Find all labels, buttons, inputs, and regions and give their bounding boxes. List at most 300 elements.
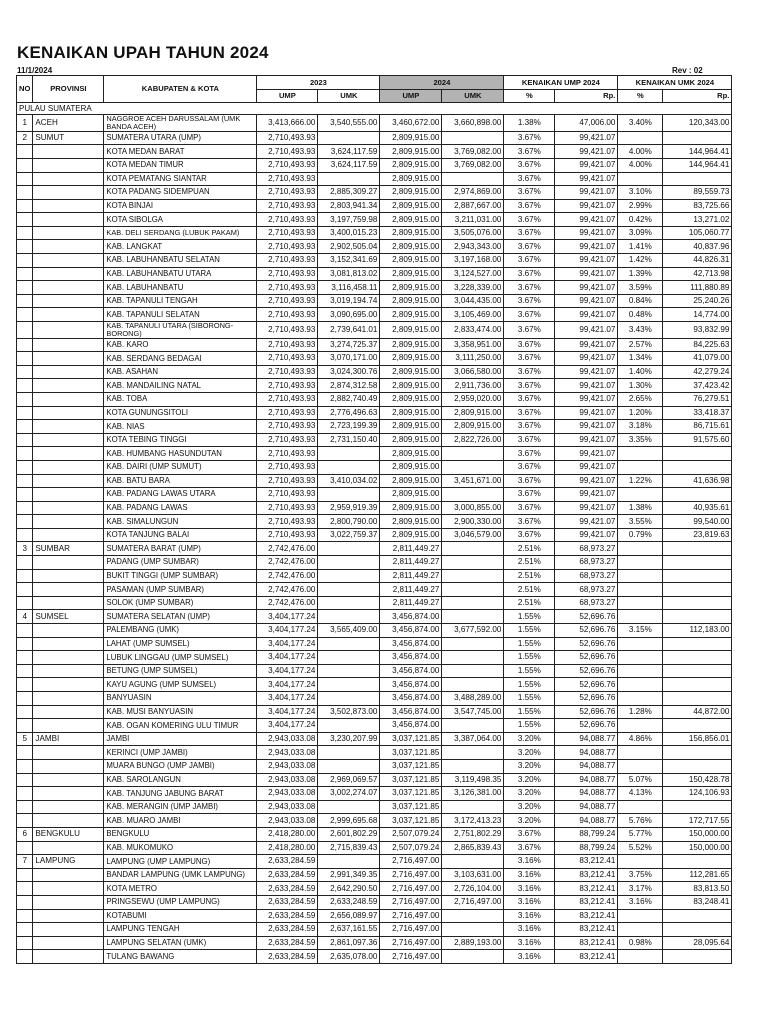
ump-2024-cell: 2,809,915.00 bbox=[380, 447, 442, 461]
table-row bbox=[17, 909, 732, 923]
ump-2023-cell: 2,633,284.59 bbox=[257, 895, 318, 909]
ump-2024-cell: 2,809,915.00 bbox=[380, 226, 442, 240]
row-number bbox=[17, 226, 33, 240]
ump-increase-pct-cell: 3.67% bbox=[504, 294, 555, 308]
table-row bbox=[17, 692, 732, 706]
ump-increase-rp-cell: 99,421.07 bbox=[555, 406, 618, 420]
ump-2023-cell: 2,710,493.93 bbox=[257, 294, 318, 308]
row-number bbox=[17, 199, 33, 213]
kabupaten-cell: NAGGROE ACEH DARUSSALAM (UMK BANDA ACEH) bbox=[104, 115, 257, 132]
ump-2023-cell: 2,710,493.93 bbox=[257, 199, 318, 213]
umk-increase-pct-cell: 4.13% bbox=[618, 787, 663, 801]
ump-2024-cell: 3,037,121.85 bbox=[380, 746, 442, 760]
umk-2023-cell: 2,959,919.39 bbox=[318, 501, 380, 515]
provinsi-cell bbox=[33, 501, 104, 515]
table-row bbox=[17, 868, 732, 882]
umk-2023-cell bbox=[318, 637, 380, 651]
kabupaten-cell: PRINGSEWU (UMP LAMPUNG) bbox=[104, 895, 257, 909]
umk-increase-rp-cell: 76,279.51 bbox=[663, 392, 732, 406]
umk-increase-pct-cell: 1.42% bbox=[618, 254, 663, 268]
umk-2024-cell: 3,769,082.00 bbox=[442, 145, 504, 159]
umk-2024-cell bbox=[442, 542, 504, 556]
ump-increase-pct-cell: 3.67% bbox=[504, 131, 555, 145]
kabupaten-cell: KOTA BINJAI bbox=[104, 199, 257, 213]
kabupaten-cell: BANYUASIN bbox=[104, 692, 257, 706]
row-number bbox=[17, 474, 33, 488]
ump-2024-cell: 2,809,915.00 bbox=[380, 131, 442, 145]
umk-2024-cell bbox=[442, 909, 504, 923]
provinsi-cell bbox=[33, 637, 104, 651]
provinsi-cell bbox=[33, 705, 104, 719]
umk-2023-cell: 2,601,802.29 bbox=[318, 827, 380, 841]
ump-increase-rp-cell: 52,696.76 bbox=[555, 664, 618, 678]
row-number bbox=[17, 528, 33, 542]
ump-increase-rp-cell: 99,421.07 bbox=[555, 172, 618, 186]
provinsi-cell bbox=[33, 281, 104, 295]
row-number bbox=[17, 759, 33, 773]
ump-2023-cell: 2,633,284.59 bbox=[257, 936, 318, 950]
ump-2024-cell: 2,716,497.00 bbox=[380, 868, 442, 882]
umk-2024-cell: 3,387,064.00 bbox=[442, 732, 504, 746]
umk-increase-pct-cell bbox=[618, 542, 663, 556]
umk-2023-cell: 3,090,695.00 bbox=[318, 308, 380, 322]
umk-increase-pct-cell bbox=[618, 678, 663, 692]
header-row-top bbox=[17, 76, 732, 90]
ump-2023-cell: 2,943,033.08 bbox=[257, 759, 318, 773]
kabupaten-cell: LAMPUNG SELATAN (UMK) bbox=[104, 936, 257, 950]
ump-2024-cell: 2,507,079.24 bbox=[380, 827, 442, 841]
provinsi-cell bbox=[33, 692, 104, 706]
ump-increase-rp-cell: 99,421.07 bbox=[555, 338, 618, 352]
umk-increase-pct-cell: 3.40% bbox=[618, 115, 663, 132]
ump-increase-pct-cell: 3.67% bbox=[504, 488, 555, 502]
umk-increase-rp-cell: 144,964.41 bbox=[663, 145, 732, 159]
umk-2023-cell bbox=[318, 556, 380, 570]
provinsi-cell bbox=[33, 308, 104, 322]
umk-increase-rp-cell bbox=[663, 583, 732, 597]
ump-2024-cell: 3,460,672.00 bbox=[380, 115, 442, 132]
row-number: 1 bbox=[17, 115, 33, 132]
table-row bbox=[17, 172, 732, 186]
ump-2023-cell: 2,710,493.93 bbox=[257, 131, 318, 145]
row-number bbox=[17, 460, 33, 474]
table-row bbox=[17, 226, 732, 240]
ump-2024-cell: 3,037,121.85 bbox=[380, 787, 442, 801]
umk-increase-rp-cell bbox=[663, 719, 732, 733]
umk-increase-pct-cell: 5.77% bbox=[618, 827, 663, 841]
umk-2024-cell: 2,974,869.00 bbox=[442, 186, 504, 200]
ump-2024-cell: 2,809,915.00 bbox=[380, 158, 442, 172]
umk-increase-rp-cell: 150,000.00 bbox=[663, 827, 732, 841]
table-row bbox=[17, 583, 732, 597]
ump-2024-cell: 3,037,121.85 bbox=[380, 759, 442, 773]
table-row bbox=[17, 569, 732, 583]
provinsi-cell bbox=[33, 583, 104, 597]
umk-2023-cell: 2,803,941.34 bbox=[318, 199, 380, 213]
row-number bbox=[17, 281, 33, 295]
header-kabupaten: KABUPATEN & KOTA bbox=[104, 76, 257, 103]
ump-2023-cell: 2,710,493.93 bbox=[257, 308, 318, 322]
table-row bbox=[17, 882, 732, 896]
ump-increase-rp-cell: 99,421.07 bbox=[555, 365, 618, 379]
ump-increase-rp-cell: 99,421.07 bbox=[555, 447, 618, 461]
umk-2024-cell: 3,451,671.00 bbox=[442, 474, 504, 488]
kabupaten-cell: PALEMBANG (UMK) bbox=[104, 624, 257, 638]
kabupaten-cell: KAB. SAROLANGUN bbox=[104, 773, 257, 787]
kabupaten-cell: KOTA SIBOLGA bbox=[104, 213, 257, 227]
ump-2023-cell: 3,404,177.24 bbox=[257, 664, 318, 678]
table-row bbox=[17, 923, 732, 937]
ump-2024-cell: 3,456,874.00 bbox=[380, 637, 442, 651]
kabupaten-cell: KAB. ASAHAN bbox=[104, 365, 257, 379]
ump-2023-cell: 2,710,493.93 bbox=[257, 338, 318, 352]
ump-2024-cell: 2,716,497.00 bbox=[380, 855, 442, 869]
ump-2024-cell: 2,811,449.27 bbox=[380, 569, 442, 583]
ump-increase-pct-cell: 3.67% bbox=[504, 338, 555, 352]
row-number bbox=[17, 664, 33, 678]
ump-2023-cell: 3,413,666.00 bbox=[257, 115, 318, 132]
ump-increase-pct-cell: 3.67% bbox=[504, 158, 555, 172]
ump-increase-rp-cell: 52,696.76 bbox=[555, 692, 618, 706]
umk-increase-rp-cell bbox=[663, 923, 732, 937]
umk-2023-cell bbox=[318, 651, 380, 665]
umk-2024-cell: 2,865,839.43 bbox=[442, 841, 504, 855]
kabupaten-cell: KOTA MEDAN TIMUR bbox=[104, 158, 257, 172]
ump-increase-rp-cell: 99,421.07 bbox=[555, 460, 618, 474]
umk-2024-cell bbox=[442, 447, 504, 461]
table-row bbox=[17, 406, 732, 420]
umk-2023-cell bbox=[318, 855, 380, 869]
umk-increase-rp-cell: 33,418.37 bbox=[663, 406, 732, 420]
ump-2023-cell: 2,710,493.93 bbox=[257, 186, 318, 200]
umk-increase-pct-cell bbox=[618, 460, 663, 474]
kabupaten-cell: BENGKULU bbox=[104, 827, 257, 841]
row-number bbox=[17, 773, 33, 787]
umk-2024-cell: 3,046,579.00 bbox=[442, 528, 504, 542]
ump-2023-cell: 2,633,284.59 bbox=[257, 855, 318, 869]
ump-2023-cell: 2,710,493.93 bbox=[257, 281, 318, 295]
table-row bbox=[17, 637, 732, 651]
ump-increase-pct-cell: 3.67% bbox=[504, 515, 555, 529]
table-row bbox=[17, 542, 732, 556]
ump-2024-cell: 2,809,915.00 bbox=[380, 501, 442, 515]
ump-2024-cell: 2,809,915.00 bbox=[380, 213, 442, 227]
umk-2023-cell: 2,999,695.68 bbox=[318, 814, 380, 828]
kabupaten-cell: BANDAR LAMPUNG (UMK LAMPUNG) bbox=[104, 868, 257, 882]
ump-increase-rp-cell: 99,421.07 bbox=[555, 379, 618, 393]
umk-increase-pct-cell bbox=[618, 583, 663, 597]
umk-2024-cell: 3,358,951.00 bbox=[442, 338, 504, 352]
ump-2024-cell: 3,456,874.00 bbox=[380, 678, 442, 692]
ump-2023-cell: 2,710,493.93 bbox=[257, 145, 318, 159]
ump-2023-cell: 3,404,177.24 bbox=[257, 678, 318, 692]
ump-2024-cell: 2,716,497.00 bbox=[380, 882, 442, 896]
umk-increase-rp-cell bbox=[663, 569, 732, 583]
header-umk-pct: % bbox=[618, 89, 663, 103]
provinsi-cell: JAMBI bbox=[33, 732, 104, 746]
ump-increase-rp-cell: 94,088.77 bbox=[555, 787, 618, 801]
umk-2023-cell: 3,116,458.11 bbox=[318, 281, 380, 295]
row-number bbox=[17, 254, 33, 268]
ump-2024-cell: 3,037,121.85 bbox=[380, 773, 442, 787]
revision-label: Rev : 02 bbox=[672, 66, 703, 75]
ump-2023-cell: 2,943,033.08 bbox=[257, 814, 318, 828]
ump-increase-rp-cell: 83,212.41 bbox=[555, 936, 618, 950]
provinsi-cell bbox=[33, 352, 104, 366]
ump-increase-rp-cell: 99,421.07 bbox=[555, 322, 618, 339]
kabupaten-cell: KAB. SERDANG BEDAGAI bbox=[104, 352, 257, 366]
umk-2023-cell: 2,885,309.27 bbox=[318, 186, 380, 200]
umk-2023-cell bbox=[318, 746, 380, 760]
umk-2024-cell: 3,547,745.00 bbox=[442, 705, 504, 719]
header-2023: 2023 bbox=[257, 76, 380, 90]
umk-increase-pct-cell bbox=[618, 759, 663, 773]
kabupaten-cell: KAB. BATU BARA bbox=[104, 474, 257, 488]
kabupaten-cell: KAB. PADANG LAWAS bbox=[104, 501, 257, 515]
kabupaten-cell: KOTA GUNUNGSITOLI bbox=[104, 406, 257, 420]
kabupaten-cell: LUBUK LINGGAU (UMP SUMSEL) bbox=[104, 651, 257, 665]
provinsi-cell bbox=[33, 528, 104, 542]
table-row bbox=[17, 746, 732, 760]
ump-increase-pct-cell: 3.16% bbox=[504, 882, 555, 896]
row-number bbox=[17, 338, 33, 352]
row-number bbox=[17, 294, 33, 308]
header-ump-pct: % bbox=[504, 89, 555, 103]
ump-increase-rp-cell: 94,088.77 bbox=[555, 800, 618, 814]
umk-increase-rp-cell: 144,964.41 bbox=[663, 158, 732, 172]
umk-increase-pct-cell: 5.76% bbox=[618, 814, 663, 828]
row-number bbox=[17, 678, 33, 692]
umk-increase-rp-cell: 172,717.55 bbox=[663, 814, 732, 828]
ump-increase-rp-cell: 99,421.07 bbox=[555, 199, 618, 213]
umk-increase-pct-cell: 3.15% bbox=[618, 624, 663, 638]
ump-2023-cell: 2,710,493.93 bbox=[257, 433, 318, 447]
umk-increase-pct-cell: 3.75% bbox=[618, 868, 663, 882]
umk-increase-rp-cell: 44,826.31 bbox=[663, 254, 732, 268]
umk-2023-cell: 3,274,725.37 bbox=[318, 338, 380, 352]
ump-increase-rp-cell: 68,973.27 bbox=[555, 569, 618, 583]
umk-increase-rp-cell: 28,095.64 bbox=[663, 936, 732, 950]
ump-2024-cell: 3,037,121.85 bbox=[380, 814, 442, 828]
ump-increase-rp-cell: 99,421.07 bbox=[555, 254, 618, 268]
ump-2023-cell: 2,633,284.59 bbox=[257, 868, 318, 882]
umk-2023-cell: 2,882,740.49 bbox=[318, 392, 380, 406]
ump-2023-cell: 2,710,493.93 bbox=[257, 267, 318, 281]
ump-increase-rp-cell: 83,212.41 bbox=[555, 923, 618, 937]
header-2024: 2024 bbox=[380, 76, 504, 90]
umk-2023-cell bbox=[318, 596, 380, 610]
provinsi-cell bbox=[33, 199, 104, 213]
table-row bbox=[17, 732, 732, 746]
umk-2023-cell bbox=[318, 131, 380, 145]
ump-2024-cell: 2,716,497.00 bbox=[380, 895, 442, 909]
umk-increase-pct-cell bbox=[618, 746, 663, 760]
kabupaten-cell: KAB. NIAS bbox=[104, 420, 257, 434]
kabupaten-cell: KAB. TAPANULI SELATAN bbox=[104, 308, 257, 322]
table-row bbox=[17, 501, 732, 515]
ump-increase-rp-cell: 94,088.77 bbox=[555, 732, 618, 746]
ump-increase-pct-cell: 3.67% bbox=[504, 460, 555, 474]
umk-2023-cell: 3,019,194.74 bbox=[318, 294, 380, 308]
ump-increase-rp-cell: 99,421.07 bbox=[555, 213, 618, 227]
kabupaten-cell: LAMPUNG TENGAH bbox=[104, 923, 257, 937]
umk-2023-cell: 2,633,248.59 bbox=[318, 895, 380, 909]
table-row bbox=[17, 460, 732, 474]
kabupaten-cell: SOLOK (UMP SUMBAR) bbox=[104, 596, 257, 610]
ump-increase-pct-cell: 3.67% bbox=[504, 447, 555, 461]
table-row bbox=[17, 651, 732, 665]
row-number: 6 bbox=[17, 827, 33, 841]
umk-2023-cell: 2,800,790.00 bbox=[318, 515, 380, 529]
table-row bbox=[17, 338, 732, 352]
umk-increase-pct-cell bbox=[618, 172, 663, 186]
ump-increase-rp-cell: 52,696.76 bbox=[555, 719, 618, 733]
ump-increase-pct-cell: 1.55% bbox=[504, 719, 555, 733]
ump-2023-cell: 3,404,177.24 bbox=[257, 692, 318, 706]
umk-increase-rp-cell: 42,713.98 bbox=[663, 267, 732, 281]
umk-increase-pct-cell bbox=[618, 692, 663, 706]
ump-increase-pct-cell: 3.67% bbox=[504, 841, 555, 855]
umk-increase-rp-cell bbox=[663, 131, 732, 145]
table-row bbox=[17, 773, 732, 787]
umk-2024-cell: 3,172,413.23 bbox=[442, 814, 504, 828]
provinsi-cell bbox=[33, 474, 104, 488]
umk-2024-cell: 2,900,330.00 bbox=[442, 515, 504, 529]
umk-increase-rp-cell bbox=[663, 664, 732, 678]
kabupaten-cell: KAB. MERANGIN (UMP JAMBI) bbox=[104, 800, 257, 814]
umk-2023-cell: 3,152,341.69 bbox=[318, 254, 380, 268]
table-row bbox=[17, 213, 732, 227]
ump-2024-cell: 2,809,915.00 bbox=[380, 528, 442, 542]
umk-increase-rp-cell: 42,279.24 bbox=[663, 365, 732, 379]
table-row bbox=[17, 664, 732, 678]
ump-2023-cell: 2,710,493.93 bbox=[257, 226, 318, 240]
provinsi-cell bbox=[33, 895, 104, 909]
row-number bbox=[17, 651, 33, 665]
ump-2023-cell: 2,742,476.00 bbox=[257, 542, 318, 556]
kabupaten-cell: KERINCI (UMP JAMBI) bbox=[104, 746, 257, 760]
ump-2024-cell: 2,809,915.00 bbox=[380, 406, 442, 420]
umk-increase-rp-cell bbox=[663, 610, 732, 624]
ump-2023-cell: 2,710,493.93 bbox=[257, 488, 318, 502]
provinsi-cell bbox=[33, 950, 104, 964]
table-row bbox=[17, 199, 732, 213]
row-number bbox=[17, 172, 33, 186]
ump-2024-cell: 2,809,915.00 bbox=[380, 322, 442, 339]
row-number bbox=[17, 240, 33, 254]
umk-increase-pct-cell: 3.35% bbox=[618, 433, 663, 447]
umk-2024-cell: 3,677,592.00 bbox=[442, 624, 504, 638]
umk-increase-rp-cell bbox=[663, 759, 732, 773]
provinsi-cell bbox=[33, 773, 104, 787]
umk-increase-pct-cell bbox=[618, 719, 663, 733]
umk-2023-cell bbox=[318, 800, 380, 814]
umk-2024-cell: 3,211,031.00 bbox=[442, 213, 504, 227]
kabupaten-cell: KAB. SIMALUNGUN bbox=[104, 515, 257, 529]
umk-increase-rp-cell bbox=[663, 855, 732, 869]
umk-2023-cell: 2,739,641.01 bbox=[318, 322, 380, 339]
umk-2023-cell bbox=[318, 610, 380, 624]
ump-increase-rp-cell: 94,088.77 bbox=[555, 746, 618, 760]
umk-2024-cell: 3,103,631.00 bbox=[442, 868, 504, 882]
ump-increase-pct-cell: 3.67% bbox=[504, 420, 555, 434]
ump-increase-rp-cell: 88,799.24 bbox=[555, 841, 618, 855]
umk-2023-cell: 2,776,496.63 bbox=[318, 406, 380, 420]
ump-2024-cell: 2,716,497.00 bbox=[380, 936, 442, 950]
umk-2024-cell: 2,716,497.00 bbox=[442, 895, 504, 909]
ump-2024-cell: 2,809,915.00 bbox=[380, 199, 442, 213]
table-row bbox=[17, 624, 732, 638]
table-row bbox=[17, 759, 732, 773]
umk-increase-pct-cell bbox=[618, 909, 663, 923]
umk-increase-pct-cell: 5.07% bbox=[618, 773, 663, 787]
ump-2023-cell: 2,710,493.93 bbox=[257, 528, 318, 542]
provinsi-cell bbox=[33, 460, 104, 474]
kabupaten-cell: KAB. LABUHANBATU UTARA bbox=[104, 267, 257, 281]
provinsi-cell bbox=[33, 596, 104, 610]
umk-increase-pct-cell bbox=[618, 923, 663, 937]
umk-2024-cell: 2,809,915.00 bbox=[442, 406, 504, 420]
kabupaten-cell: SUMATERA UTARA (UMP) bbox=[104, 131, 257, 145]
table-row bbox=[17, 379, 732, 393]
kabupaten-cell: KOTA TANJUNG BALAI bbox=[104, 528, 257, 542]
table-row bbox=[17, 145, 732, 159]
row-number bbox=[17, 406, 33, 420]
ump-2024-cell: 2,809,915.00 bbox=[380, 392, 442, 406]
ump-increase-rp-cell: 68,973.27 bbox=[555, 596, 618, 610]
kabupaten-cell: KAB. KARO bbox=[104, 338, 257, 352]
provinsi-cell bbox=[33, 240, 104, 254]
table-row bbox=[17, 528, 732, 542]
umk-increase-rp-cell: 150,000.00 bbox=[663, 841, 732, 855]
umk-increase-pct-cell: 3.43% bbox=[618, 322, 663, 339]
table-row bbox=[17, 447, 732, 461]
umk-2024-cell: 2,943,343.00 bbox=[442, 240, 504, 254]
ump-increase-pct-cell: 3.67% bbox=[504, 199, 555, 213]
ump-increase-rp-cell: 83,212.41 bbox=[555, 909, 618, 923]
provinsi-cell: SUMBAR bbox=[33, 542, 104, 556]
kabupaten-cell: KAB. MUARO JAMBI bbox=[104, 814, 257, 828]
umk-2024-cell: 2,889,193.00 bbox=[442, 936, 504, 950]
umk-2023-cell: 3,197,759.98 bbox=[318, 213, 380, 227]
umk-2024-cell bbox=[442, 610, 504, 624]
umk-2024-cell: 3,488,289.00 bbox=[442, 692, 504, 706]
provinsi-cell bbox=[33, 365, 104, 379]
ump-2024-cell: 2,809,915.00 bbox=[380, 294, 442, 308]
row-number bbox=[17, 447, 33, 461]
ump-increase-rp-cell: 68,973.27 bbox=[555, 556, 618, 570]
table-row bbox=[17, 420, 732, 434]
ump-2024-cell: 2,809,915.00 bbox=[380, 338, 442, 352]
ump-increase-rp-cell: 99,421.07 bbox=[555, 501, 618, 515]
ump-increase-pct-cell: 3.67% bbox=[504, 322, 555, 339]
document-date: 11/1/2024 bbox=[17, 66, 53, 75]
umk-2024-cell: 2,887,667.00 bbox=[442, 199, 504, 213]
table-row bbox=[17, 158, 732, 172]
umk-2024-cell bbox=[442, 637, 504, 651]
table-row bbox=[17, 254, 732, 268]
umk-2023-cell bbox=[318, 488, 380, 502]
header-ump-2023: UMP bbox=[257, 89, 318, 103]
umk-2023-cell: 2,656,089.97 bbox=[318, 909, 380, 923]
row-number bbox=[17, 267, 33, 281]
umk-increase-rp-cell: 150,428.78 bbox=[663, 773, 732, 787]
umk-2024-cell: 3,660,898.00 bbox=[442, 115, 504, 132]
table-row bbox=[17, 936, 732, 950]
umk-2024-cell bbox=[442, 923, 504, 937]
umk-increase-pct-cell bbox=[618, 664, 663, 678]
ump-increase-pct-cell: 3.20% bbox=[504, 746, 555, 760]
